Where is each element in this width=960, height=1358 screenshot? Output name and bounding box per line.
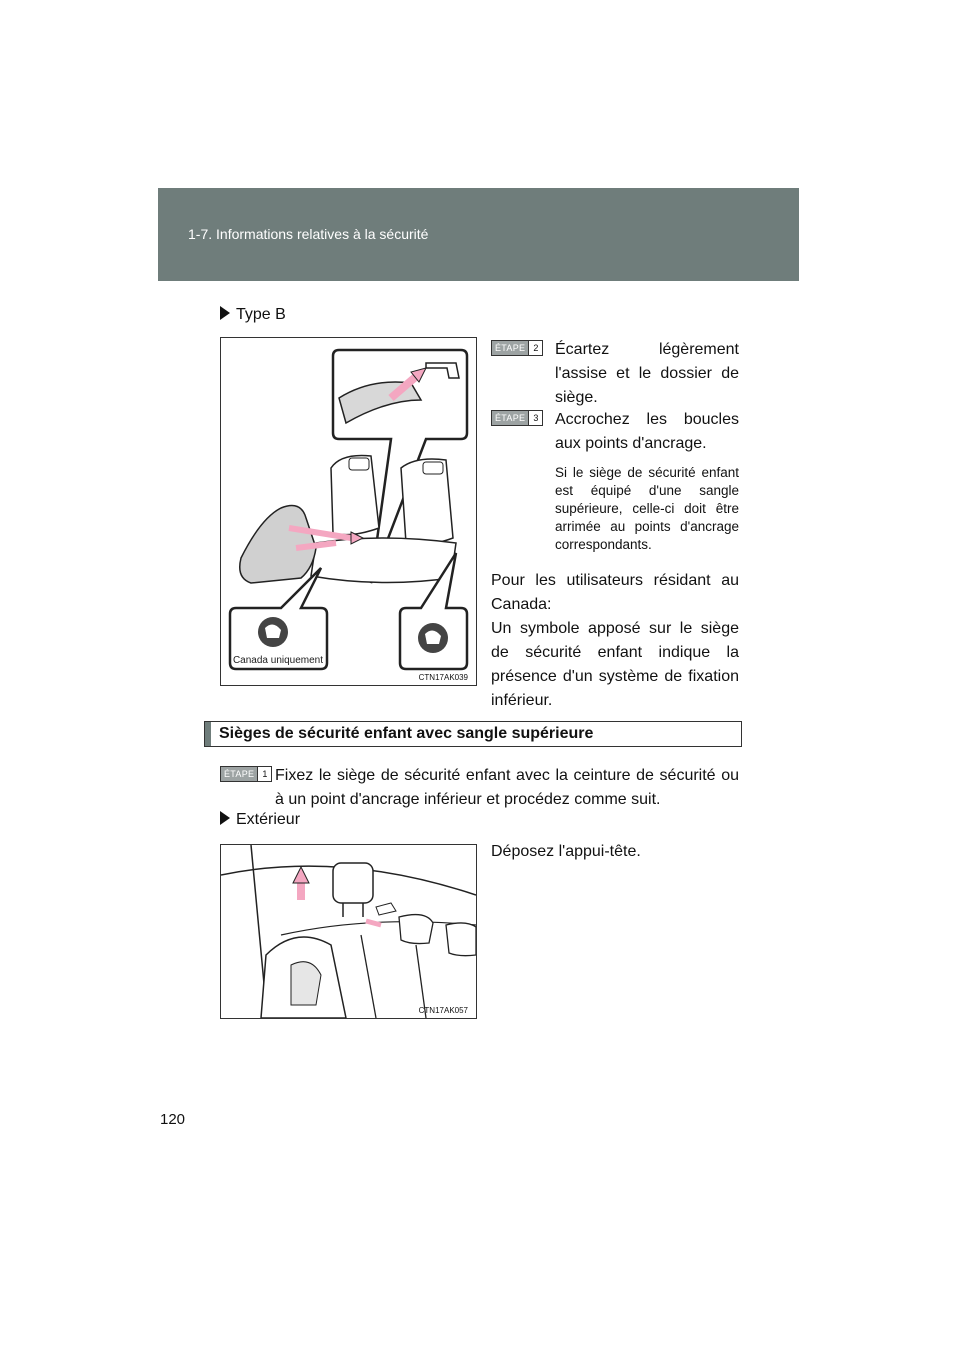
type-b-label: Type B [236,306,286,323]
page-number: 120 [160,1111,186,1128]
step-2-text: Écartez légèrement l'assise et le dossier de siège. [555,341,739,406]
chapter-title: 1-7. Informations relatives à la sécurité [188,226,429,242]
canada-only-label: Canada uniquement [232,655,324,666]
section-heading [204,721,742,747]
figure-isofix-seat [220,337,477,686]
step-3-badge: ÉTAPE 3 [491,410,543,426]
section-title: Sièges de sécurité enfant avec sangle supérieure [219,725,594,742]
step-1-text: Fixez le siège de sécurité enfant avec la ceinture de sécurité ou à un point d'ancrage inférieur et procédez comme suit. [275,767,739,808]
step-2-badge: ÉTAPE 2 [491,340,543,356]
step-1 [220,764,272,788]
exterieur-heading [220,811,300,829]
canada-users-text: Pour les utilisateurs résidant au Canada: [491,572,739,613]
step-1-badge: ÉTAPE 1 [220,766,272,782]
step-3 [491,408,543,432]
note-text: Si le siège de sécurité enfant est équipé d'une sangle supérieure, celle-ci doit être arrimée au points d'ancrage correspondants. [555,465,739,552]
pointer-arrow-icon [220,306,230,320]
remove-headrest-text: Déposez l'appui-tête. [491,843,641,860]
isofix-illustration [221,338,476,685]
canada-symbol-text: Un symbole apposé sur le siège de sécurité enfant indique la présence d'un système de fixation inférieur. [491,620,739,709]
type-b-heading [220,306,286,324]
figure-headrest [220,844,477,1019]
headrest-illustration [221,845,476,1018]
pointer-arrow-icon [220,811,230,825]
figure-code: CTN17AK039 [418,673,468,682]
section-accent [205,722,211,746]
step-3-text: Accrochez les boucles aux points d'ancrage. [555,411,739,452]
exterieur-label: Extérieur [236,811,301,828]
figure-code: CTN17AK057 [418,1006,468,1015]
chapter-header [158,188,799,281]
